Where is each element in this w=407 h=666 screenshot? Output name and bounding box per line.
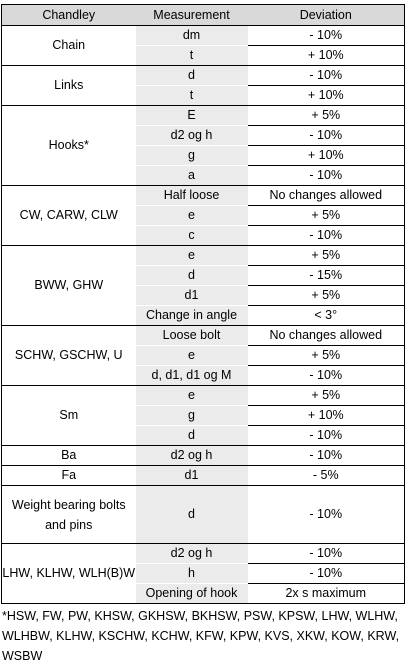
measurement-cell: g bbox=[136, 406, 248, 426]
deviation-cell: + 10% bbox=[248, 406, 405, 426]
measurement-cell: a bbox=[136, 166, 248, 186]
group-name-cell: LHW, KLHW, WLH(B)W bbox=[2, 544, 136, 604]
measurement-cell: d2 og h bbox=[136, 446, 248, 466]
deviation-cell: No changes allowed bbox=[248, 326, 405, 346]
group-name-cell: Fa bbox=[2, 466, 136, 486]
deviation-cell: + 10% bbox=[248, 86, 405, 106]
deviation-cell: - 10% bbox=[248, 26, 405, 46]
measurement-cell: d bbox=[136, 66, 248, 86]
deviation-cell: - 10% bbox=[248, 366, 405, 386]
table-row bbox=[2, 246, 405, 266]
group-name-cell: Hooks* bbox=[2, 106, 136, 186]
header-deviation: Deviation bbox=[248, 5, 405, 26]
group-name-cell: BWW, GHW bbox=[2, 246, 136, 326]
deviation-cell: - 15% bbox=[248, 266, 405, 286]
measurement-cell: dm bbox=[136, 26, 248, 46]
measurement-cell: d1 bbox=[136, 466, 248, 486]
deviation-table bbox=[1, 4, 405, 604]
table-row bbox=[2, 466, 405, 486]
measurement-cell: Loose bolt bbox=[136, 326, 248, 346]
deviation-cell: - 10% bbox=[248, 126, 405, 146]
deviation-cell: - 10% bbox=[248, 226, 405, 246]
measurement-cell: Opening of hook bbox=[136, 584, 248, 604]
deviation-cell: + 10% bbox=[248, 146, 405, 166]
measurement-cell: Change in angle bbox=[136, 306, 248, 326]
deviation-cell: < 3° bbox=[248, 306, 405, 326]
table-row bbox=[2, 544, 405, 564]
measurement-cell: t bbox=[136, 46, 248, 66]
deviation-cell: + 5% bbox=[248, 246, 405, 266]
deviation-cell: + 5% bbox=[248, 286, 405, 306]
footnote: *HSW, FW, PW, KHSW, GKHSW, BKHSW, PSW, KPSW, LHW, WLHW, WLHBW, KLHW, KSCHW, KCHW, KFW, KPW, KVS, XKW, KOW, KRW, WSBW bbox=[2, 609, 400, 663]
table-row bbox=[2, 326, 405, 346]
header-chandley: Chandley bbox=[2, 5, 136, 26]
measurement-cell: t bbox=[136, 86, 248, 106]
deviation-cell: No changes allowed bbox=[248, 186, 405, 206]
deviation-cell: + 5% bbox=[248, 106, 405, 126]
group-name-cell: Ba bbox=[2, 446, 136, 466]
table-row bbox=[2, 26, 405, 46]
deviation-table-container bbox=[1, 4, 406, 666]
deviation-cell: 2x s maximum bbox=[248, 584, 405, 604]
measurement-cell: d bbox=[136, 426, 248, 446]
header-measurement: Measurement bbox=[136, 5, 248, 26]
measurement-cell: d bbox=[136, 266, 248, 286]
table-row bbox=[2, 446, 405, 466]
deviation-cell: + 5% bbox=[248, 346, 405, 366]
deviation-cell: - 5% bbox=[248, 466, 405, 486]
table-row bbox=[2, 106, 405, 126]
deviation-cell: - 10% bbox=[248, 564, 405, 584]
measurement-cell: e bbox=[136, 246, 248, 266]
table-row bbox=[2, 386, 405, 406]
measurement-cell: d2 og h bbox=[136, 126, 248, 146]
measurement-cell: e bbox=[136, 346, 248, 366]
measurement-cell: d1 bbox=[136, 286, 248, 306]
deviation-cell: + 5% bbox=[248, 386, 405, 406]
deviation-cell: + 10% bbox=[248, 46, 405, 66]
deviation-cell: - 10% bbox=[248, 544, 405, 564]
measurement-cell: e bbox=[136, 206, 248, 226]
table-row bbox=[2, 486, 405, 544]
group-name-cell: Weight bearing bolts and pins bbox=[2, 486, 136, 544]
group-name-cell: Sm bbox=[2, 386, 136, 446]
deviation-cell: + 5% bbox=[248, 206, 405, 226]
table-row bbox=[2, 186, 405, 206]
deviation-cell: - 10% bbox=[248, 446, 405, 466]
measurement-cell: h bbox=[136, 564, 248, 584]
measurement-cell: g bbox=[136, 146, 248, 166]
group-name-cell: SCHW, GSCHW, U bbox=[2, 326, 136, 386]
header-row bbox=[2, 5, 405, 26]
group-name-cell: Links bbox=[2, 66, 136, 106]
measurement-cell: d2 og h bbox=[136, 544, 248, 564]
measurement-cell: E bbox=[136, 106, 248, 126]
measurement-cell: c bbox=[136, 226, 248, 246]
measurement-cell: d, d1, d1 og M bbox=[136, 366, 248, 386]
group-name-cell: Chain bbox=[2, 26, 136, 66]
table-row bbox=[2, 66, 405, 86]
table-body bbox=[2, 26, 405, 604]
measurement-cell: Half loose bbox=[136, 186, 248, 206]
deviation-cell: - 10% bbox=[248, 166, 405, 186]
deviation-cell: - 10% bbox=[248, 66, 405, 86]
deviation-cell: - 10% bbox=[248, 426, 405, 446]
group-name-cell: CW, CARW, CLW bbox=[2, 186, 136, 246]
measurement-cell: e bbox=[136, 386, 248, 406]
measurement-cell: d bbox=[136, 486, 248, 544]
deviation-cell: - 10% bbox=[248, 486, 405, 544]
